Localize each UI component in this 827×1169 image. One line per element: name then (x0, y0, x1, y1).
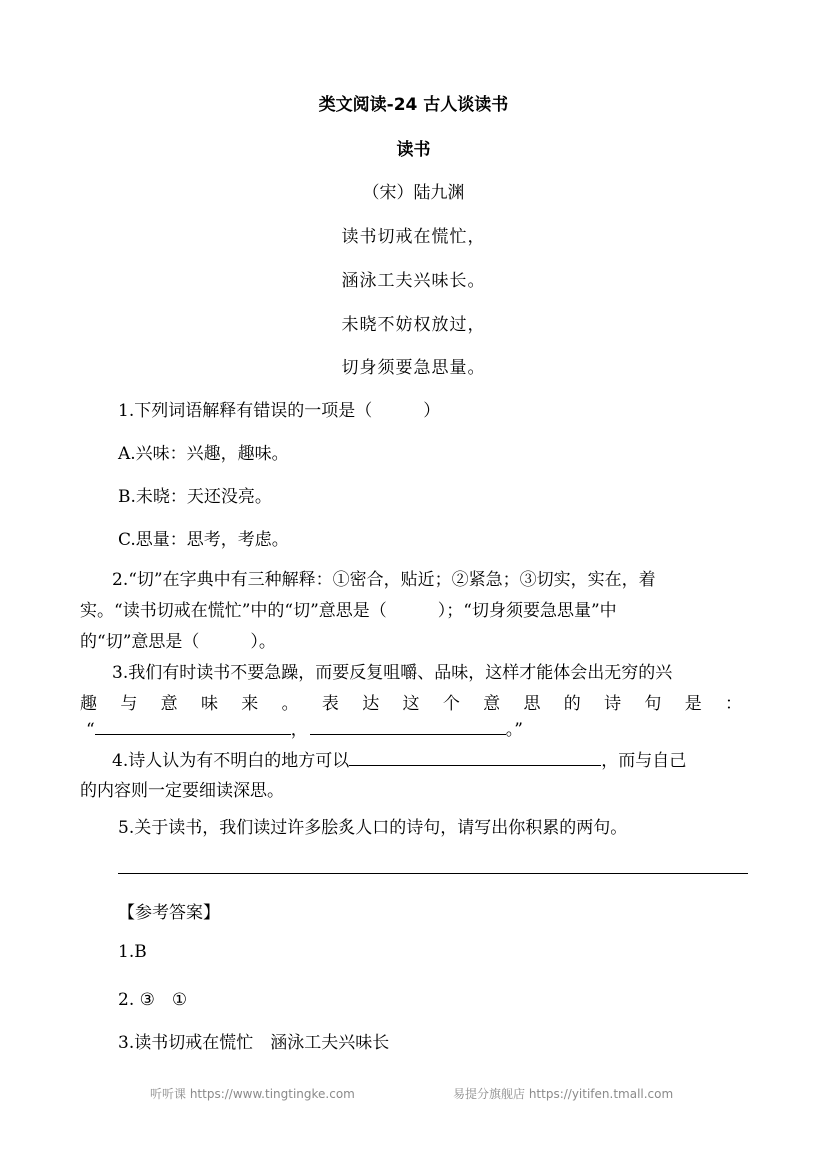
question-1-option-b: B.未晓：天还没亮。 (118, 487, 272, 507)
question-2-line-2: 实。“读书切戒在慌忙”中的“切”意思是（ ）；“切身须要急思量”中 (80, 601, 617, 621)
question-4-line-1 (112, 746, 686, 771)
open-quote: “ (86, 720, 95, 740)
question-2-line-1: 2.“切”在字典中有三种解释：①密合，贴近；②紧急；③切实，实在，着 (112, 570, 656, 590)
q3-char: 是 (684, 694, 702, 714)
question-5: 5.关于读书，我们读过许多脍炙人口的诗句，请写出你积累的两句。 (118, 818, 628, 838)
question-1: 1.下列词语解释有错误的一项是（ ） (118, 401, 441, 421)
page-title: 类文阅读-24 古人谈读书 (318, 95, 509, 115)
answer-2: 2. ③ ① (118, 990, 188, 1010)
q3-char: 表 (321, 694, 339, 714)
q3-char: 味 (200, 694, 218, 714)
q3-char: 意 (160, 694, 178, 714)
question-1-option-a: A.兴味：兴趣，趣味。 (118, 444, 289, 464)
answer-line[interactable] (118, 873, 748, 874)
answer-3: 3.读书切戒在慌忙 涵泳工夫兴味长 (118, 1033, 390, 1053)
q3-char: 来 (241, 694, 259, 714)
q3-char: 达 (362, 694, 380, 714)
question-3-line-1: 3.我们有时读书不要急躁，而要反复咀嚼、品味，这样才能体会出无穷的兴 (112, 663, 673, 683)
poem-title: 读书 (396, 140, 431, 160)
poem-author: （宋）陆九渊 (362, 183, 465, 203)
question-3-line-3 (86, 715, 523, 740)
poem-line: 切身须要急思量。 (341, 358, 486, 378)
question-1-option-c: C.思量：思考，考虑。 (118, 530, 289, 550)
question-2-line-3: 的“切”意思是（ ）。 (80, 632, 276, 652)
q3-char: 句 (644, 694, 662, 714)
question-4-prefix: 4.诗人认为有不明白的地方可以 (112, 751, 350, 771)
question-4-suffix: ，而与自己 (601, 751, 687, 771)
poem-line: 未晓不妨权放过， (341, 315, 486, 335)
q3-char: 与 (120, 694, 138, 714)
q3-char: 个 (442, 694, 460, 714)
q3-char: 。 (281, 694, 299, 714)
footer-right: 易提分旗舰店 https://yitifen.tmall.com (453, 1087, 674, 1101)
q3-char: 意 (483, 694, 501, 714)
question-3-line-2 (80, 689, 742, 714)
answer-blank-2[interactable] (310, 716, 506, 735)
close-quote: 。” (505, 720, 523, 740)
q3-char: 这 (402, 694, 420, 714)
answer-blank-3[interactable] (349, 747, 601, 766)
answers-heading: 【参考答案】 (118, 903, 220, 923)
q3-char: 诗 (604, 694, 622, 714)
footer-left: 听听课 https://www.tingtingke.com (150, 1087, 355, 1101)
poem-line: 读书切戒在慌忙， (341, 227, 486, 247)
comma: ， (290, 720, 308, 740)
answer-blank-1[interactable] (95, 716, 291, 735)
answer-1: 1.B (118, 942, 147, 962)
poem-line: 涵泳工夫兴味长。 (341, 271, 486, 291)
q3-char: 思 (523, 694, 541, 714)
q3-char: ： (725, 694, 742, 714)
q3-char: 的 (563, 694, 581, 714)
q3-char: 趣 (80, 694, 97, 714)
question-4-line-2: 的内容则一定要细读深思。 (80, 781, 284, 801)
